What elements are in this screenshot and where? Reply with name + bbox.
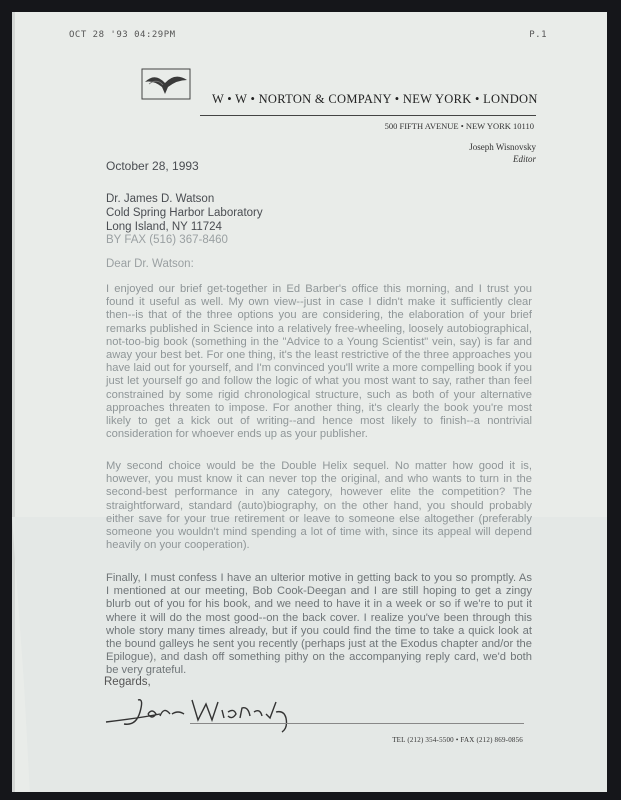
salutation: Dear Dr. Watson: [106, 258, 194, 270]
body-paragraph-3: Finally, I must confess I have an ulterior motive in getting back to you so promptly. As I mentioned at our meeting, Bob Cook-Deegan and I are still hoping to get a zingy blurb out of you for his book, and we need to have it in a week or so if we're to put it where it will do the most good--on the back cover. I realize you've been through this whole story many times already, but if you could find the time to take a quick look at the bound galleys he sent you recently (perhaps just at the Exodus chapter and/or the Epilogue), and dash off something pithy on the accompanying reply card, we'd both be very grateful. [106, 572, 532, 677]
recipient-line: Cold Spring Harbor Laboratory [106, 207, 263, 219]
body-paragraph-1: I enjoyed our brief get-together in Ed Barber's office this morning, and I trust you found it useful as well. My own view--just in case I didn't make it sufficiently clear then--is that of the three options you are considering, the elaboration of your brief remarks published in Science into a relatively free-wheeling, loosely autobiographical, not-too-big book (something in the "Advice to a Young Scientist" vein, say) is far and away your best bet. For one thing, it's the least restrictive of the three approaches you have laid out for yourself, and I'm convinced you'll write a more compelling book if you just let yourself go and follow the logic of what you most want to say, rather than feel constrained by some rigid chronological structure, such as both of your alternative approaches threaten to impose. For another thing, it's clearly the book you're most likely to get a kick out of writing--and hence most likely to finish--a nontrivial consideration for whoever ends up as your publisher. [106, 283, 532, 441]
closing: Regards, [104, 676, 151, 688]
company-letterhead: W • W • NORTON & COMPANY • NEW YORK • LONDON [212, 92, 538, 106]
letterhead-rule [200, 115, 536, 116]
contact-footer: TEL (212) 354-5500 • FAX (212) 869-0856 [392, 736, 523, 744]
page-edge [12, 12, 15, 792]
body-paragraph-2: My second choice would be the Double Helix sequel. No matter how good it is, however, you must know it can never top the original, and who wants to turn in the second-best performance in any category, however elite the competition? The straightforward, standard (auto)biography, on the other hand, you should probably either save for your true retirement or leave to someone else altogether (preferably someone you wouldn't mind spending a lot of time with, since its appeal will depend heavily on your cooperation). [106, 460, 532, 552]
handwritten-signature-icon [100, 692, 340, 737]
company-address: 500 FIFTH AVENUE • NEW YORK 10110 [384, 121, 534, 131]
signature-rule [190, 723, 524, 724]
letter-date: October 28, 1993 [106, 159, 199, 173]
recipient-line: Long Island, NY 11724 [106, 221, 222, 233]
sender-block [469, 141, 536, 165]
fax-page-number: P.1 [529, 30, 547, 40]
sender-name: Joseph Wisnovsky [469, 142, 536, 152]
fax-page [12, 12, 607, 792]
seagull-logo-icon [141, 68, 191, 100]
recipient-line: Dr. James D. Watson [106, 193, 215, 205]
sender-title: Editor [512, 154, 536, 164]
fax-number-line: BY FAX (516) 367-8460 [106, 234, 228, 246]
fax-timestamp: OCT 28 '93 04:29PM [69, 30, 176, 40]
recipient-address [106, 192, 263, 234]
